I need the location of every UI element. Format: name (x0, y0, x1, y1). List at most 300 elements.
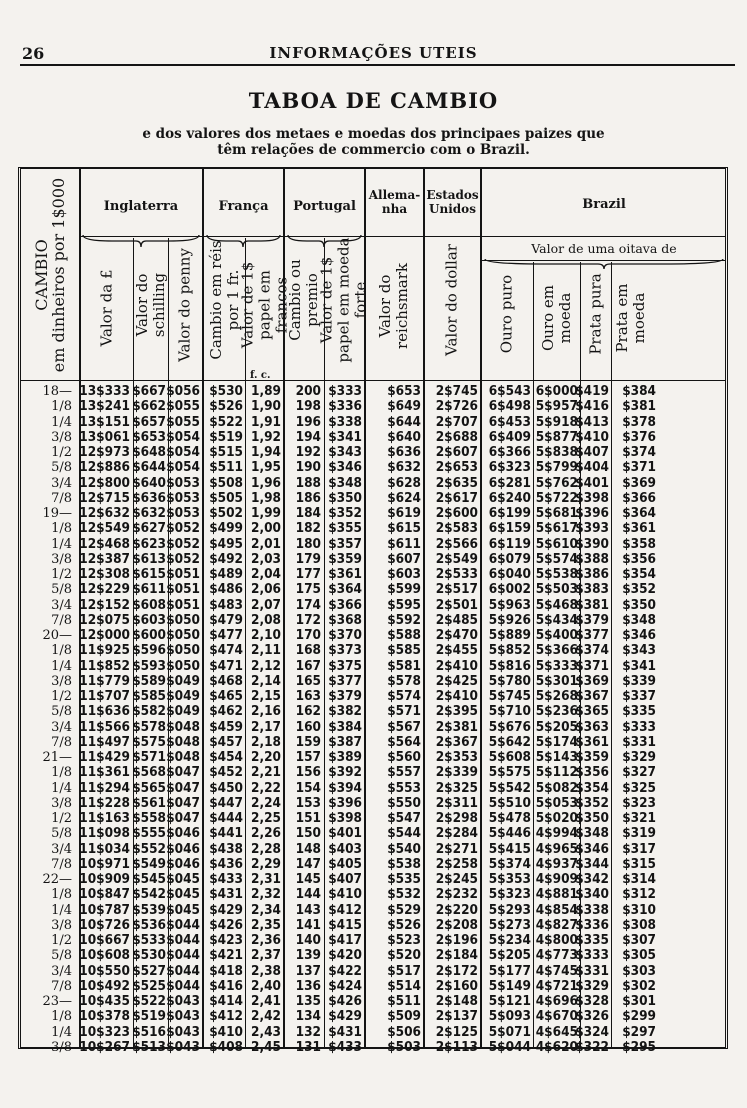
cell-ing-libra: 13$241 (79, 398, 130, 415)
cell-al-mark: $619 (387, 505, 421, 521)
cell-ing-shilling: $593 (132, 657, 166, 674)
table-row (0, 811, 747, 826)
table-row (0, 887, 747, 902)
col-cambio (33, 178, 67, 372)
header-brazil: Brazil (582, 197, 626, 212)
cell-fr-cambio: $416 (209, 977, 243, 994)
cell-fr-papel: 2,12 (251, 657, 281, 674)
cell-ing-shilling: $653 (132, 428, 166, 445)
cell-ing-penny: $044 (166, 916, 200, 933)
cell-br-prata: $390 (575, 535, 609, 552)
table-row (0, 628, 747, 643)
cell-ing-libra: 11$163 (79, 810, 130, 826)
cell-br-prata-moeda: $329 (622, 749, 656, 765)
cell-us-dollar: 2$245 (435, 871, 478, 887)
cell-fr-papel: 2,42 (251, 1008, 281, 1025)
cell-pt-papel: $348 (328, 474, 362, 491)
cell-al-mark: $511 (387, 993, 421, 1009)
cell-br-ouro-moeda: 6$000 (535, 383, 578, 399)
cell-al-mark: $611 (387, 535, 421, 552)
cell-ing-shilling: $542 (132, 886, 166, 903)
col-cambio-sub: em dinheiros por 1$000 (49, 177, 68, 373)
table-row (0, 903, 747, 918)
cell-pt-papel: $364 (328, 581, 362, 598)
table-row (0, 994, 747, 1009)
table-row (0, 598, 747, 613)
table-row (0, 659, 747, 674)
cell-us-dollar: 2$485 (435, 611, 478, 628)
cell-fr-papel: 2,06 (251, 581, 281, 598)
cell-ing-libra: 11$779 (79, 672, 130, 689)
cell-al-mark: $506 (387, 1023, 421, 1040)
cell-ing-libra: 12$468 (79, 535, 130, 552)
cell-br-ouro-moeda: 4$854 (535, 901, 578, 918)
cell-pt-cambio: 132 (295, 1023, 321, 1040)
cell-ing-shilling: $648 (132, 444, 166, 460)
cell-br-prata: $369 (575, 672, 609, 689)
cell-br-prata-moeda: $337 (622, 688, 656, 704)
cell-br-ouro: 5$044 (488, 1038, 531, 1055)
cell-br-ouro-moeda: 5$400 (535, 627, 578, 643)
cell-fr-papel: 1,98 (251, 489, 281, 506)
cell-br-prata-moeda: $307 (622, 932, 656, 948)
cell-ing-libra: 12$800 (79, 474, 130, 491)
cell-al-mark: $624 (387, 489, 421, 506)
cell-fr-cambio: $474 (209, 642, 243, 659)
brace-brazil (484, 258, 724, 270)
cell-pt-papel: $375 (328, 657, 362, 674)
header-inglaterra: Inglaterra (103, 199, 179, 214)
cell-fr-cambio: $433 (209, 871, 243, 887)
subtitle (40, 126, 707, 158)
cell-pt-cambio: 188 (295, 474, 321, 491)
cell-ing-shilling: $615 (132, 566, 166, 582)
cell-fr-cambio: $450 (209, 779, 243, 796)
cell-br-prata-moeda: $303 (622, 962, 656, 979)
col-ing-libra: Valor da £ (97, 269, 116, 347)
cell-br-ouro-moeda: 4$965 (535, 840, 578, 857)
cell-pt-cambio: 141 (295, 916, 321, 933)
table-row (0, 613, 747, 628)
cell-cambio: 20— (42, 628, 72, 643)
cell-br-prata: $350 (575, 810, 609, 826)
table-row (0, 674, 747, 689)
cell-pt-cambio: 143 (295, 901, 321, 918)
cell-br-ouro: 5$093 (488, 1008, 531, 1025)
cell-br-prata-moeda: $376 (622, 428, 656, 445)
cell-al-mark: $547 (387, 810, 421, 826)
cell-ing-libra: 10$435 (79, 993, 130, 1009)
cell-br-ouro: 5$963 (488, 596, 531, 613)
cell-br-ouro: 6$199 (488, 505, 531, 521)
cell-fr-cambio: $468 (209, 672, 243, 689)
table-row (0, 1040, 747, 1055)
cell-fr-cambio: $429 (209, 901, 243, 918)
cell-ing-penny: $051 (166, 566, 200, 582)
cell-fr-papel: 2,34 (251, 901, 281, 918)
cell-fr-cambio: $431 (209, 886, 243, 903)
cell-us-dollar: 2$607 (435, 444, 478, 460)
cell-fr-papel: 1,99 (251, 505, 281, 521)
cell-pt-papel: $394 (328, 779, 362, 796)
cell-br-prata: $338 (575, 901, 609, 918)
cell-fr-cambio: $412 (209, 1008, 243, 1025)
cell-ing-shilling: $589 (132, 672, 166, 689)
cell-pt-papel: $401 (328, 825, 362, 842)
cell-br-prata-moeda: $381 (622, 398, 656, 415)
cell-br-prata-moeda: $358 (622, 535, 656, 552)
header-brazil-sub: Valor de uma oitava de (531, 241, 677, 256)
cell-pt-papel: $355 (328, 520, 362, 537)
cell-pt-cambio: 136 (295, 977, 321, 994)
cell-cambio: 3/4 (51, 475, 72, 491)
cell-br-ouro: 5$149 (488, 977, 531, 994)
cell-br-prata: $352 (575, 794, 609, 811)
cell-ing-shilling: $539 (132, 901, 166, 918)
cell-cambio: 18— (42, 384, 72, 399)
cell-ing-shilling: $519 (132, 1008, 166, 1025)
cell-br-ouro-moeda: 5$799 (535, 459, 578, 476)
cell-ing-penny: $046 (166, 825, 200, 842)
cell-cambio: 3/8 (51, 429, 72, 445)
cell-ing-libra: 13$333 (79, 383, 130, 399)
cell-fr-papel: 1,90 (251, 398, 281, 415)
cell-cambio: 1/2 (51, 811, 72, 826)
cell-pt-papel: $420 (328, 947, 362, 964)
col-al-mark: Valor do reichsmark (376, 262, 411, 350)
cell-al-mark: $585 (387, 642, 421, 659)
cell-ing-libra: 10$267 (79, 1038, 130, 1055)
cell-fr-papel: 2,40 (251, 977, 281, 994)
cell-br-ouro: 5$676 (488, 718, 531, 735)
cell-us-dollar: 2$635 (435, 474, 478, 491)
cell-pt-cambio: 148 (295, 840, 321, 857)
cell-ing-penny: $051 (166, 581, 200, 598)
cell-al-mark: $578 (387, 672, 421, 689)
cell-ing-libra: 11$361 (79, 764, 130, 781)
cell-br-ouro: 5$446 (488, 825, 531, 842)
cell-us-dollar: 2$726 (435, 398, 478, 415)
cell-br-prata-moeda: $295 (622, 1038, 656, 1055)
cell-pt-cambio: 140 (295, 932, 321, 948)
cell-br-prata: $348 (575, 825, 609, 842)
cell-pt-papel: $407 (328, 871, 362, 887)
cell-pt-cambio: 156 (295, 764, 321, 781)
cell-pt-cambio: 174 (295, 596, 321, 613)
cell-pt-papel: $389 (328, 749, 362, 765)
header-portugal: Portugal (293, 199, 356, 214)
cell-br-prata: $322 (575, 1038, 609, 1055)
cell-ing-libra: 11$034 (79, 840, 130, 857)
cell-ing-libra: 12$229 (79, 581, 130, 598)
cell-br-ouro: 5$816 (488, 657, 531, 674)
cell-us-dollar: 2$113 (435, 1038, 478, 1055)
cell-ing-penny: $054 (166, 444, 200, 460)
cell-fr-papel: 2,01 (251, 535, 281, 552)
cell-ing-libra: 12$549 (79, 520, 130, 537)
cell-us-dollar: 2$600 (435, 505, 478, 521)
cell-br-ouro-moeda: 5$236 (535, 703, 578, 720)
cell-pt-cambio: 200 (295, 383, 321, 399)
cell-al-mark: $517 (387, 962, 421, 979)
cell-pt-cambio: 194 (295, 428, 321, 445)
cell-ing-penny: $049 (166, 703, 200, 720)
cell-pt-papel: $341 (328, 428, 362, 445)
cell-cambio: 1/8 (51, 765, 72, 781)
cell-ing-libra: 11$925 (79, 642, 130, 659)
cell-ing-libra: 10$787 (79, 901, 130, 918)
cell-fr-papel: 1,94 (251, 444, 281, 460)
cell-ing-penny: $048 (166, 733, 200, 750)
cell-cambio: 7/8 (51, 612, 72, 628)
cell-cambio: 5/8 (51, 826, 72, 842)
cell-br-ouro: 5$852 (488, 642, 531, 659)
cell-us-dollar: 2$137 (435, 1008, 478, 1025)
table-row (0, 1009, 747, 1024)
cell-pt-papel: $359 (328, 550, 362, 567)
cell-ing-penny: $045 (166, 886, 200, 903)
cell-br-ouro: 5$510 (488, 794, 531, 811)
cell-br-prata: $340 (575, 886, 609, 903)
cell-fr-papel: 2,26 (251, 825, 281, 842)
cell-al-mark: $632 (387, 459, 421, 476)
cell-ing-libra: 10$492 (79, 977, 130, 994)
cell-pt-papel: $357 (328, 535, 362, 552)
cell-br-ouro-moeda: 4$620 (535, 1038, 578, 1055)
cell-al-mark: $644 (387, 413, 421, 430)
cell-br-prata: $333 (575, 947, 609, 964)
cell-br-ouro-moeda: 5$503 (535, 581, 578, 598)
cell-pt-cambio: 180 (295, 535, 321, 552)
cell-pt-cambio: 179 (295, 550, 321, 567)
page-number: 26 (22, 44, 45, 63)
cell-pt-papel: $410 (328, 886, 362, 903)
cell-pt-papel: $396 (328, 794, 362, 811)
cell-fr-cambio: $477 (209, 627, 243, 643)
cell-fr-papel: 1,92 (251, 428, 281, 445)
cell-br-ouro: 6$040 (488, 566, 531, 582)
cell-al-mark: $567 (387, 718, 421, 735)
cell-al-mark: $520 (387, 947, 421, 964)
cell-us-dollar: 2$533 (435, 566, 478, 582)
cell-fr-cambio: $483 (209, 596, 243, 613)
table-row (0, 445, 747, 460)
cell-br-prata-moeda: $315 (622, 855, 656, 872)
cell-us-dollar: 2$517 (435, 581, 478, 598)
cell-pt-cambio: 163 (295, 688, 321, 704)
cell-fr-papel: 2,18 (251, 733, 281, 750)
cell-al-mark: $615 (387, 520, 421, 537)
table-row (0, 720, 747, 735)
header-estados-unidos: Estados Unidos (426, 188, 479, 216)
cell-pt-papel: $422 (328, 962, 362, 979)
cell-ing-shilling: $549 (132, 855, 166, 872)
cell-fr-cambio: $505 (209, 489, 243, 506)
cell-pt-cambio: 190 (295, 459, 321, 476)
col-fr-cambio: Cambio em réis por 1 fr. (207, 240, 242, 360)
col-br-prata-moeda: Prata em moeda (613, 283, 648, 353)
cell-us-dollar: 2$501 (435, 596, 478, 613)
cell-ing-libra: 10$847 (79, 886, 130, 903)
cell-us-dollar: 2$125 (435, 1023, 478, 1040)
cell-br-prata: $398 (575, 489, 609, 506)
cell-us-dollar: 2$470 (435, 627, 478, 643)
cell-br-ouro: 5$889 (488, 627, 531, 643)
cell-fr-cambio: $447 (209, 794, 243, 811)
cell-fr-papel: 2,25 (251, 810, 281, 826)
header-franca: França (218, 199, 269, 214)
table-row (0, 537, 747, 552)
cell-ing-penny: $043 (166, 993, 200, 1009)
cell-cambio: 19— (42, 506, 72, 521)
cell-br-prata: $371 (575, 657, 609, 674)
cell-br-prata: $346 (575, 840, 609, 857)
cell-ing-penny: $045 (166, 901, 200, 918)
cell-ing-shilling: $623 (132, 535, 166, 552)
cell-fr-papel: 2,03 (251, 550, 281, 567)
col-fr-papel: Valor de 1$ papel em francos (238, 261, 291, 349)
cell-cambio: 1/4 (51, 658, 72, 674)
cell-ing-shilling: $600 (132, 627, 166, 643)
cell-br-prata: $336 (575, 916, 609, 933)
cell-br-prata-moeda: $350 (622, 596, 656, 613)
cell-fr-papel: 2,17 (251, 718, 281, 735)
table-row (0, 552, 747, 567)
cell-fr-cambio: $522 (209, 413, 243, 430)
cell-br-prata: $404 (575, 459, 609, 476)
cell-br-ouro-moeda: 5$333 (535, 657, 578, 674)
cell-pt-cambio: 147 (295, 855, 321, 872)
cell-br-ouro-moeda: 5$020 (535, 810, 578, 826)
cell-ing-penny: $044 (166, 962, 200, 979)
cell-br-ouro: 5$121 (488, 993, 531, 1009)
cell-fr-cambio: $457 (209, 733, 243, 750)
cell-ing-penny: $053 (166, 474, 200, 491)
cell-al-mark: $581 (387, 657, 421, 674)
cell-fr-cambio: $489 (209, 566, 243, 582)
cell-ing-libra: 10$608 (79, 947, 130, 964)
cell-br-ouro-moeda: 5$610 (535, 535, 578, 552)
cell-ing-shilling: $568 (132, 764, 166, 781)
cell-cambio: 3/8 (51, 795, 72, 811)
cell-us-dollar: 2$367 (435, 733, 478, 750)
cell-al-mark: $599 (387, 581, 421, 598)
cell-ing-penny: $045 (166, 871, 200, 887)
col-ing-penny: Valor do penny (175, 248, 194, 362)
cell-pt-cambio: 165 (295, 672, 321, 689)
cell-br-ouro: 5$926 (488, 611, 531, 628)
cell-al-mark: $514 (387, 977, 421, 994)
cell-pt-papel: $382 (328, 703, 362, 720)
cell-br-prata: $328 (575, 993, 609, 1009)
cell-fr-cambio: $486 (209, 581, 243, 598)
cell-ing-penny: $052 (166, 550, 200, 567)
cell-ing-shilling: $513 (132, 1038, 166, 1055)
cell-br-prata-moeda: $369 (622, 474, 656, 491)
cell-br-prata-moeda: $343 (622, 642, 656, 659)
cell-cambio: 23— (42, 994, 72, 1009)
cell-ing-libra: 11$098 (79, 825, 130, 842)
col-us-dollar: Valor do dollar (442, 244, 461, 356)
cell-br-prata: $367 (575, 688, 609, 704)
cell-fr-papel: 2,31 (251, 871, 281, 887)
cell-pt-papel: $429 (328, 1008, 362, 1025)
cell-fr-cambio: $410 (209, 1023, 243, 1040)
cell-pt-cambio: 160 (295, 718, 321, 735)
table-row (0, 1025, 747, 1040)
cell-br-ouro-moeda: 5$366 (535, 642, 578, 659)
cell-br-ouro: 5$273 (488, 916, 531, 933)
cell-br-prata: $342 (575, 871, 609, 887)
cell-fr-cambio: $508 (209, 474, 243, 491)
cell-fr-papel: 2,36 (251, 932, 281, 948)
cell-al-mark: $636 (387, 444, 421, 460)
cell-br-prata-moeda: $325 (622, 779, 656, 796)
cell-ing-penny: $044 (166, 932, 200, 948)
cell-br-prata: $344 (575, 855, 609, 872)
cell-br-ouro-moeda: 4$645 (535, 1023, 578, 1040)
table-row (0, 384, 747, 399)
cell-br-prata: $377 (575, 627, 609, 643)
cell-br-ouro-moeda: 5$617 (535, 520, 578, 537)
cell-al-mark: $557 (387, 764, 421, 781)
cell-fr-cambio: $426 (209, 916, 243, 933)
cell-ing-libra: 12$632 (79, 505, 130, 521)
cell-fr-cambio: $471 (209, 657, 243, 674)
cell-fr-papel: 2,45 (251, 1038, 281, 1055)
cell-ing-shilling: $582 (132, 703, 166, 720)
cell-ing-shilling: $585 (132, 688, 166, 704)
cell-fr-cambio: $408 (209, 1038, 243, 1055)
cell-fr-cambio: $441 (209, 825, 243, 842)
cell-cambio: 7/8 (51, 978, 72, 994)
cell-pt-cambio: 131 (295, 1038, 321, 1055)
cell-al-mark: $588 (387, 627, 421, 643)
cell-pt-papel: $398 (328, 810, 362, 826)
cell-br-prata-moeda: $384 (622, 383, 656, 399)
cell-pt-cambio: 137 (295, 962, 321, 979)
cell-pt-papel: $431 (328, 1023, 362, 1040)
cell-us-dollar: 2$271 (435, 840, 478, 857)
cell-ing-libra: 12$308 (79, 566, 130, 582)
cell-br-prata-moeda: $348 (622, 611, 656, 628)
table-row (0, 796, 747, 811)
cell-cambio: 3/4 (51, 719, 72, 735)
cell-us-dollar: 2$745 (435, 383, 478, 399)
cell-ing-penny: $054 (166, 459, 200, 476)
cell-pt-papel: $384 (328, 718, 362, 735)
table-row (0, 643, 747, 658)
table-row (0, 948, 747, 963)
cell-pt-papel: $403 (328, 840, 362, 857)
cell-fr-cambio: $418 (209, 962, 243, 979)
cell-br-ouro: 5$293 (488, 901, 531, 918)
cell-cambio: 3/8 (51, 1039, 72, 1055)
cell-fr-cambio: $519 (209, 428, 243, 445)
cell-pt-papel: $338 (328, 413, 362, 430)
cell-pt-papel: $361 (328, 566, 362, 582)
cell-cambio: 1/2 (51, 933, 72, 948)
cell-br-ouro: 5$745 (488, 688, 531, 704)
cell-cambio: 5/8 (51, 582, 72, 598)
cell-al-mark: $544 (387, 825, 421, 842)
cell-ing-penny: $043 (166, 1038, 200, 1055)
cell-ing-libra: 10$378 (79, 1008, 130, 1025)
cell-pt-cambio: 159 (295, 733, 321, 750)
cell-ing-libra: 12$973 (79, 444, 130, 460)
cell-cambio: 1/8 (51, 887, 72, 903)
cell-br-ouro-moeda: 5$174 (535, 733, 578, 750)
